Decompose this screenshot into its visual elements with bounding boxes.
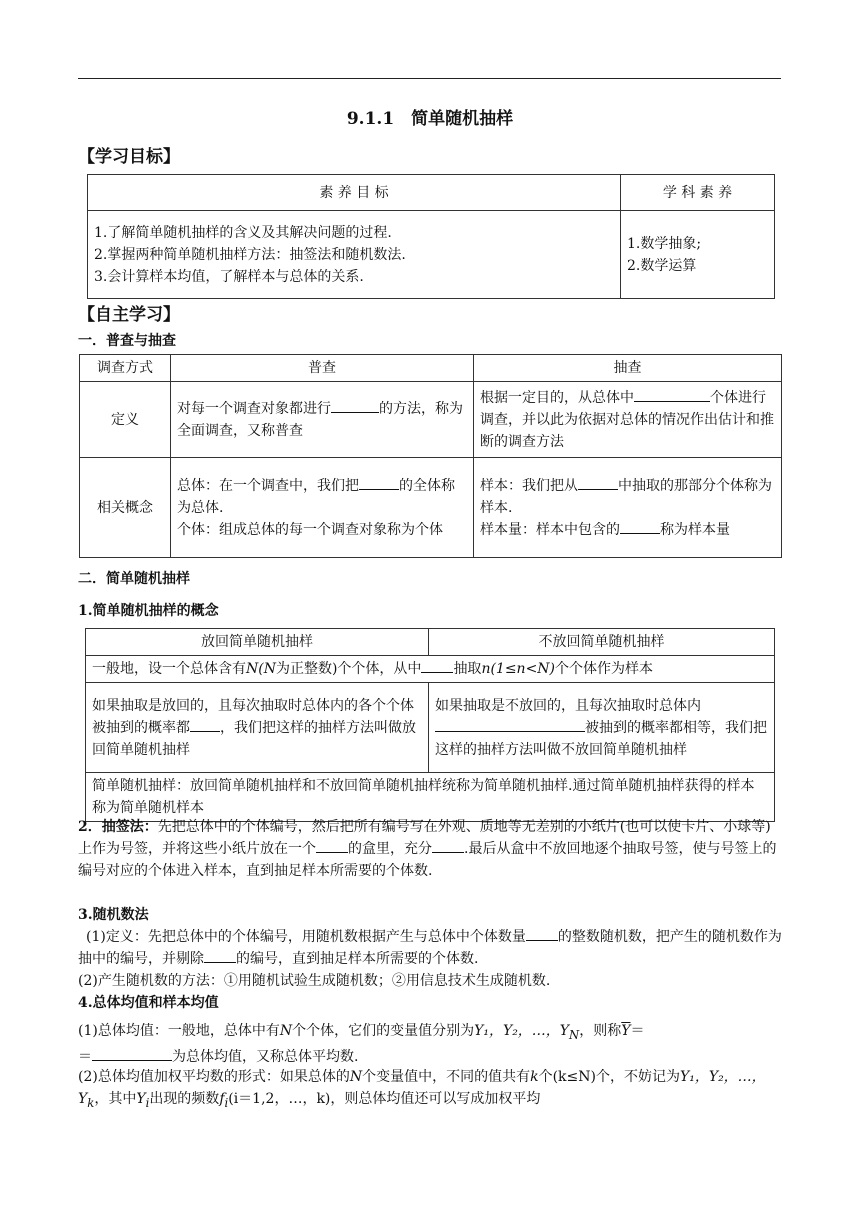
mean1-text-c: 个个体，它们的变量值分别为	[292, 1023, 475, 1039]
fill-blank[interactable]	[435, 717, 585, 732]
lottery-text-b: 的盒里，充分	[348, 841, 432, 857]
mean1-text-a: (1)总体均值：一般地，总体中有	[78, 1023, 280, 1039]
part2-sub1: 1.简单随机抽样的概念	[78, 603, 219, 619]
fill-blank[interactable]	[190, 717, 220, 732]
with-replacement-def	[86, 683, 429, 773]
row-concepts-label: 相关概念	[80, 458, 171, 558]
goal-item: 1.了解简单随机抽样的含义及其解决问题的过程.	[94, 224, 392, 241]
mean1-text-d: Y₁，Y₂，…，Y	[474, 1023, 570, 1039]
lottery-text-c: .最后从盒中不放回地逐个抽取号签，使与号签上的编号对应的个体进入样本，直到抽足样本所需要的个体数.	[78, 841, 777, 879]
mean2-text-b: N	[349, 1069, 363, 1085]
fill-blank[interactable]	[331, 398, 379, 413]
fill-blank[interactable]	[634, 387, 710, 402]
fill-blank[interactable]	[526, 926, 558, 941]
mean2-text-k: 出现的频数	[149, 1091, 220, 1107]
mean1-text-f: ，则称	[579, 1023, 622, 1039]
row-definition-label: 定义	[80, 382, 171, 458]
mean2-text-d: k	[530, 1069, 539, 1085]
mean2-text-g: k	[87, 1095, 95, 1110]
fill-blank[interactable]	[421, 658, 453, 673]
lottery-label: 2．抽签法：	[78, 819, 158, 835]
fill-blank[interactable]	[92, 1046, 172, 1061]
sample-concept-text-a: 样本：我们把从	[480, 477, 578, 494]
fill-blank[interactable]	[620, 519, 660, 534]
fill-blank[interactable]	[316, 838, 348, 853]
random-number-def	[78, 926, 783, 970]
header-rule	[78, 78, 781, 79]
header-method: 调查方式	[80, 355, 171, 382]
census-def-text-a: 对每一个调查对象都进行	[177, 400, 331, 417]
literacy-item: 2.数学运算	[627, 257, 697, 274]
weighted-mean-paragraph	[78, 1066, 783, 1114]
general-text-f: 个个体作为样本	[555, 661, 654, 677]
mean1-text-e: N	[569, 1027, 580, 1042]
srs-table	[85, 628, 775, 822]
sample-def-text-b: 个体进行调查，并以此为依据对总体的情况作出估计和推断的调查方法	[480, 389, 774, 450]
general-row	[86, 656, 775, 683]
sample-concept-text-b: 中抽取的那部分个体称为样本.	[480, 477, 772, 516]
section-self-study: 【自主学习】	[78, 305, 180, 325]
header-sample: 抽查	[474, 355, 782, 382]
mean2-text-c: 个变量值中，不同的值共有	[362, 1069, 531, 1085]
mean2-text-e: 个(k≤N)个，不妨记为	[538, 1069, 680, 1085]
header-with-replacement: 放回简单随机抽样	[86, 629, 429, 656]
census-definition	[171, 382, 474, 458]
section-goals: 【学习目标】	[78, 147, 180, 167]
goals-header-literacy-goals: 素 养 目 标	[88, 175, 621, 211]
with-text-a: 如果抽取是放回的，且每次抽取时总体内的各个个体被抽到的概率都	[92, 697, 414, 736]
census-concept-text-b: 的全体称为总体.	[177, 477, 455, 516]
mean2-text-l: f	[219, 1091, 225, 1107]
srs-summary: 简单随机抽样：放回简单随机抽样和不放回简单随机抽样统称为简单随机抽样.通过简单随机抽样获得的样本称为简单随机样本	[86, 773, 775, 822]
rn-text-c: 的编号，直到抽足样本所需要的个体数.	[236, 951, 479, 967]
sample-concepts	[474, 458, 782, 558]
mean2-text-j: i	[145, 1095, 150, 1110]
mean2-text-h: ，其中	[94, 1091, 137, 1107]
population-mean-paragraph	[78, 1020, 783, 1068]
literacy-items	[621, 211, 775, 299]
fill-blank[interactable]	[432, 838, 464, 853]
mean1-text-j: 为总体均值，又称总体平均数.	[172, 1048, 359, 1065]
mean2-text-a: (2)总体均值加权平均数的形式：如果总体的	[78, 1069, 350, 1085]
without-text-a: 如果抽取是不放回的，且每次抽取时总体内	[435, 697, 701, 714]
goals-table	[87, 174, 775, 299]
sample-concept-text-d: 称为样本量	[660, 521, 730, 538]
fill-blank[interactable]	[578, 475, 618, 490]
general-text-d: 抽取	[453, 661, 482, 677]
mean2-text-f: Y₁，Y₂，…，Y	[78, 1069, 766, 1107]
general-text-c: 为正整数)个个体，从中	[275, 661, 422, 677]
mean1-text-b: N	[279, 1023, 293, 1039]
goal-item: 3.会计算样本均值，了解样本与总体的关系.	[94, 268, 364, 285]
goal-item: 2.掌握两种简单随机抽样方法：抽签法和随机数法.	[94, 246, 406, 263]
with-text-b: ，我们把这样的抽样方法叫做放回简单随机抽样	[92, 719, 416, 758]
header-census: 普查	[171, 355, 474, 382]
fill-blank[interactable]	[204, 948, 236, 963]
sample-def-text-a: 根据一定目的，从总体中	[480, 389, 634, 406]
part1-heading: 一．普查与抽查	[78, 333, 176, 349]
general-text-e: n(1≤n<N)	[481, 661, 556, 677]
general-text-b: N(N	[246, 661, 276, 677]
fill-blank[interactable]	[359, 475, 399, 490]
part2-sub3: 3.随机数法	[78, 907, 149, 923]
random-number-methods: (2)产生随机数的方法：①用随机试验生成随机数；②用信息技术生成随机数.	[78, 973, 551, 989]
mean1-text-g: $\overline{Y}$	[621, 1023, 631, 1039]
census-concept-text-c: 个体：组成总体的每一个调查对象称为个体	[177, 521, 443, 538]
general-text-a: 一般地，设一个总体含有	[92, 661, 246, 677]
census-def-text-b: 的方法，称为全面调查，又称普查	[177, 400, 463, 439]
rn-text-a: (1)定义：先把总体中的个体编号，用随机数根据产生与总体中个体数量	[86, 929, 526, 945]
rn-text-b: 的整数随机数，把产生的随机数作为抽中的编号，并剔除	[78, 929, 782, 967]
mean1-text-h: ＝	[630, 1023, 645, 1039]
goals-items	[88, 211, 621, 299]
census-concept-text-a: 总体：在一个调查中，我们把	[177, 477, 359, 494]
part2-heading: 二．简单随机抽样	[78, 571, 190, 587]
lottery-paragraph	[78, 816, 783, 882]
mean2-text-i: Y	[136, 1091, 146, 1107]
without-text-b: 被抽到的概率都相等，我们把这样的抽样方法叫做不放回简单随机抽样	[435, 719, 767, 758]
mean2-text-n: (i＝1,2，…，k)，则总体均值还可以写成加权平均	[228, 1091, 541, 1107]
without-replacement-def	[429, 683, 775, 773]
census-concepts	[171, 458, 474, 558]
sample-concept-text-c: 样本量：样本中包含的	[480, 521, 620, 538]
census-sample-table	[79, 354, 782, 558]
part2-sub4: 4.总体均值和样本均值	[78, 995, 219, 1011]
sample-definition	[474, 382, 782, 458]
literacy-item: 1.数学抽象;	[627, 235, 702, 252]
page-title: 9.1.1 简单随机抽样	[346, 109, 514, 129]
mean1-text-i: ＝	[78, 1048, 92, 1065]
mean2-text-m: i	[224, 1095, 229, 1110]
goals-header-subject-literacy: 学 科 素 养	[621, 175, 775, 211]
lottery-text-a: 先把总体中的个体编号，然后把所有编号写在外观、质地等无差别的小纸片(也可以使卡片、小球等)上作为号签，并将这些小纸片放在一个	[78, 819, 771, 857]
header-without-replacement: 不放回简单随机抽样	[429, 629, 775, 656]
